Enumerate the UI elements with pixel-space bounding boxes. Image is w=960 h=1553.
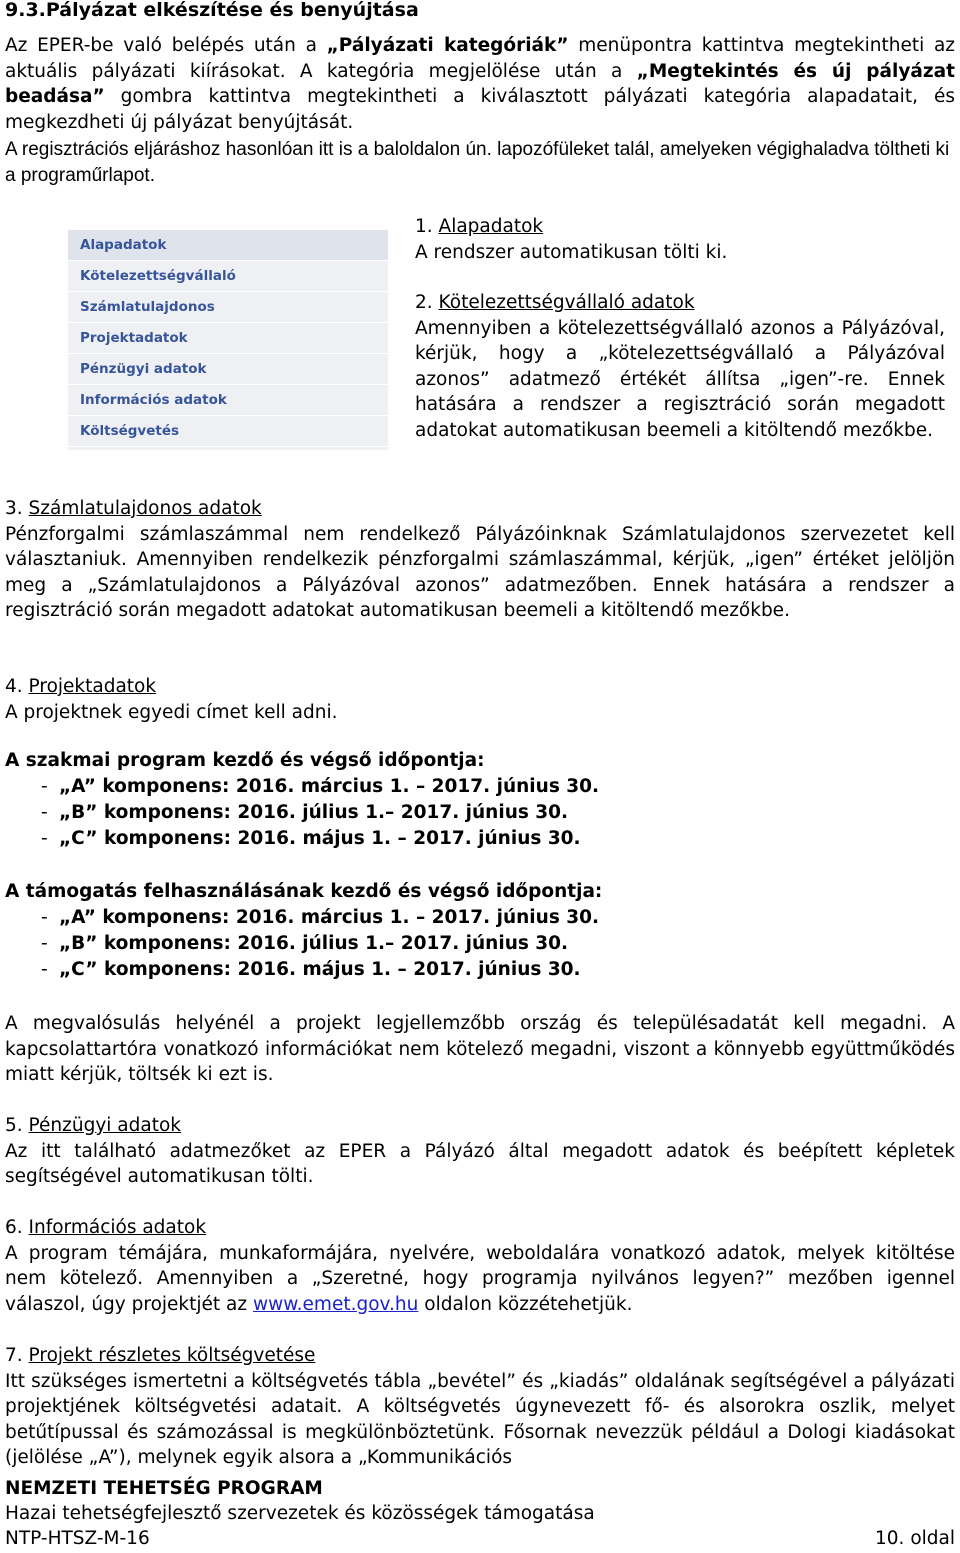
intro-paragraph-2: A regisztrációs eljáráshoz hasonlóan itt is a baloldalon ún. lapozófüleket talál, amelyeken végighaladva töltheti ki a programűrlapot.: [5, 139, 950, 186]
intro-paragraph: [5, 33, 955, 135]
section-2: [415, 290, 945, 444]
section-number: 5.: [5, 1115, 23, 1136]
intro-text-1: Az EPER-be való belépés után a: [5, 35, 327, 56]
section-text: Az itt található adatmezőket az EPER a Pályázó által megadott adatok és beépített képletek segítségével automatikusan tölti.: [5, 1140, 955, 1188]
section-4: [5, 674, 955, 725]
list-item: - „C” komponens: 2016. május 1. – 2017. június 30.: [5, 826, 955, 852]
intro-bold-2: „Megtekintés és új pályázat beadása”: [5, 60, 955, 108]
program-period-list: [5, 774, 955, 852]
section-title: Projekt részletes költségvetése: [28, 1345, 316, 1366]
section-title: Információs adatok: [28, 1217, 207, 1238]
menu-item-koltsegvetes[interactable]: Költségvetés: [68, 416, 388, 447]
section-heading: 9.3.Pályázat elkészítése és benyújtása: [5, 0, 419, 21]
list-item: - „A” komponens: 2016. március 1. – 2017. június 30.: [5, 774, 955, 800]
footer-program-title: NEMZETI TEHETSÉG PROGRAM: [5, 1478, 323, 1499]
section-title: Pénzügyi adatok: [28, 1115, 182, 1136]
emet-website-link[interactable]: www.emet.gov.hu: [252, 1293, 419, 1315]
list-item: - „B” komponens: 2016. július 1.– 2017. június 30.: [5, 931, 955, 957]
page-footer: [5, 1476, 955, 1551]
list-item: - „A” komponens: 2016. március 1. – 2017. június 30.: [5, 905, 955, 931]
intro-text-2: menüpontra kattintva megtekintheti az aktuális pályázati kiírásokat. A kategória megjelölése után a: [5, 35, 955, 82]
menu-item-penzugyi-adatok[interactable]: Pénzügyi adatok: [68, 354, 388, 385]
section-number: 7.: [5, 1345, 23, 1366]
list-item: - „B” komponens: 2016. július 1.– 2017. június 30.: [5, 800, 955, 826]
section-number: 6.: [5, 1217, 23, 1238]
section-text: A program témájára, munkaformájára, nyelvére, weboldalára vonatkozó adatok, melyek kitöltése nem kötelező. Amennyiben a „Szeretné, hogy programja nyilvános legyen?” mezőben igennel válaszol, úgy projektjét az: [5, 1242, 955, 1315]
program-period-title: A szakmai program kezdő és végső időpontja:: [5, 750, 485, 771]
section-1: [415, 214, 945, 265]
section-title: Alapadatok: [438, 216, 544, 237]
list-item: - „C” komponens: 2016. május 1. – 2017. június 30.: [5, 957, 955, 983]
section-7: [5, 1343, 955, 1471]
section-title: Projektadatok: [28, 676, 157, 697]
section-text: A projektnek egyedi címet kell adni.: [5, 701, 338, 723]
location-paragraph: A megvalósulás helyénél a projekt legjellemzőbb ország és településadatát kell megadni. A kapcsolattartóra vonatkozó információkat nem kötelező megadni, viszont a könnyebb együttműködés miatt kérjük, töltsék ki ezt is.: [5, 1013, 955, 1086]
section-number: 2.: [415, 292, 433, 313]
menu-item-projektadatok[interactable]: Projektadatok: [68, 323, 388, 354]
section-title: Kötelezettségvállaló adatok: [438, 292, 695, 313]
section-3: [5, 496, 955, 624]
section-number: 3.: [5, 498, 23, 519]
menu-item-alapadatok[interactable]: Alapadatok: [68, 230, 388, 261]
program-period-block: [5, 748, 955, 852]
support-period-title: A támogatás felhasználásának kezdő és végső időpontja:: [5, 881, 603, 902]
section-text: Amennyiben a kötelezettségvállaló azonos a Pályázóval, kérjük, hogy a „kötelezettségvállaló a Pályázóval azonos” adatmező értékét állítsa „igen”-re. Ennek hatására a rendszer a regisztráció során megadott adatokat automatikusan beemeli a kitöltendő mezőkbe.: [415, 317, 945, 441]
section-text: Pénzforgalmi számlaszámmal nem rendelkező Pályázóinknak Számlatulajdonos szervezetet kell választaniuk. Amennyiben rendelkezik pénzforgalmi számlaszámmal, kérjük, „igen” értéket jelöljön meg a „Számlatulajdonos a Pályázóval azonos” adatmezőben. Ennek hatására a rendszer a regisztráció során megadott adatokat automatikusan beemeli a kitöltendő mezőkbe.: [5, 523, 955, 622]
section-number: 4.: [5, 676, 23, 697]
menu-item-szamlatulajdonos[interactable]: Számlatulajdonos: [68, 292, 388, 323]
footer-code: NTP-HTSZ-M-16: [5, 1528, 150, 1549]
section-title: Számlatulajdonos adatok: [28, 498, 262, 519]
menu-item-kotelezettsegvallalo[interactable]: Kötelezettségvállaló: [68, 261, 388, 292]
footer-page-number: 10. oldal: [875, 1528, 955, 1549]
footer-subtitle: Hazai tehetségfejlesztő szervezetek és közösségek támogatása: [5, 1503, 595, 1524]
section-text: A rendszer automatikusan tölti ki.: [415, 241, 728, 263]
intro-text-3: gombra kattintva megtekintheti a kiválasztott pályázati kategória alapadatait, és megkezdheti új pályázat benyújtását.: [5, 86, 955, 133]
section-5: [5, 1113, 955, 1190]
support-period-block: [5, 879, 955, 983]
intro-bold-1: „Pályázati kategóriák”: [326, 35, 569, 56]
section-6: 6. Információs adatok A program témájára, munkaformájára, nyelvére, weboldalára vonatkozó adatok, melyek kitöltése nem kötelező. Amennyiben a „Szeretné, hogy programja nyilvános legyen?” mezőben igennel válaszol, úgy projektjét az www.emet.gov.hu oldalon közzétehetjük.: [5, 1217, 955, 1315]
section-number: 1.: [415, 216, 433, 237]
section-text: Itt szükséges ismertetni a költségvetés tábla „bevétel” és „kiadás” oldalának segítségével a pályázati projektjének költségvetési adatait. A költségvetés úgynevezett fő- és alsorokra oszlik, melyet betűtípussal és számozással is megkülönböztetünk. Fősornak nevezzük például a Dologi kiadásokat (jelölése „A”), melynek egyik alsora a „Kommunikációs: [5, 1370, 955, 1469]
menu-item-informacios-adatok[interactable]: Információs adatok: [68, 385, 388, 416]
tab-menu-screenshot: [68, 230, 388, 450]
support-period-list: [5, 905, 955, 983]
